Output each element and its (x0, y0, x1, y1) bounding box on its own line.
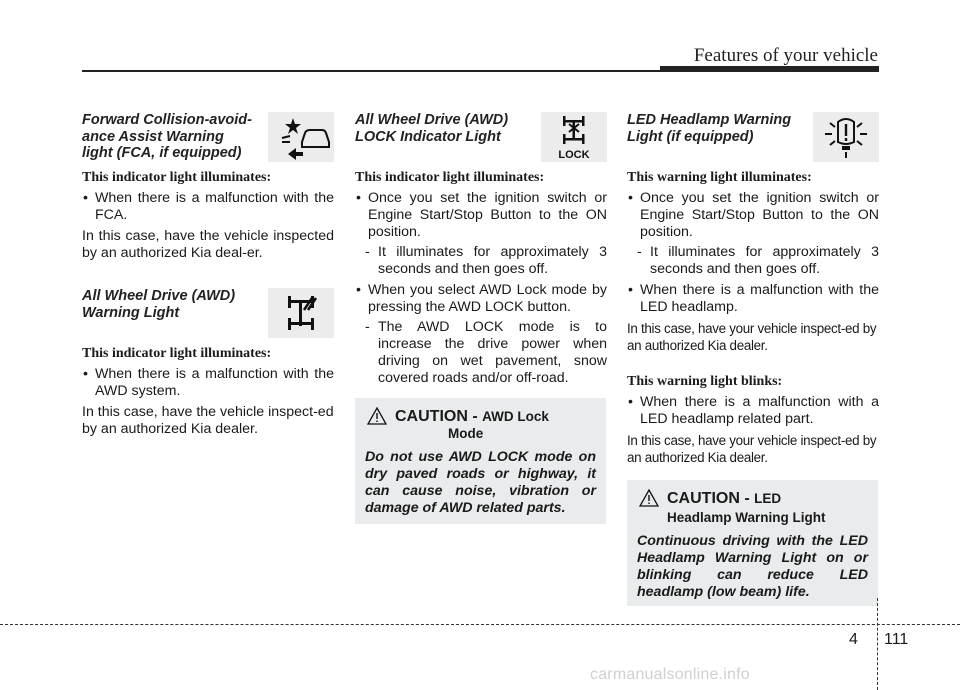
led-headlamp-para-1: In this case, have your vehicle inspect-ed by an authorized Kia dealer. (627, 321, 877, 353)
fca-section-heading (82, 112, 334, 162)
led-headlamp-sub-1: - It illuminates for approximately 3 seconds and then goes off. (637, 244, 879, 277)
led-caution-box (627, 480, 878, 606)
caution-label: CAUTION - (395, 408, 483, 425)
awd-warning-lead: This indicator light illuminates: (82, 346, 272, 361)
led-headlamp-lead-2: This warning light blinks: (627, 374, 783, 389)
fca-bullet: • When there is a malfunction with the FCA. (82, 190, 334, 224)
chapter-number: 4 (849, 631, 858, 648)
awd-lock-sub-1: - It illuminates for approximately 3 seconds and then goes off. (365, 244, 607, 277)
awd-warning-title: All Wheel Drive (AWD) Warning Light (82, 288, 236, 321)
caution-subject: LED (754, 491, 782, 506)
column-2 (355, 112, 607, 391)
led-headlamp-warning-icon (813, 112, 879, 162)
fca-title: Forward Collision-avoid- ance Assist Warning light (FCA, if equipped) (82, 112, 252, 161)
footer-divider (877, 598, 878, 690)
running-header: Features of your vehicle (693, 45, 878, 66)
awd-warning-para: In this case, have the vehicle inspect-ed by an authorized Kia dealer. (82, 404, 334, 437)
awd-lock-caution-text: Do not use AWD LOCK mode on dry paved roads or highway, it can cause noise, vibration or damage of AWD related parts. (365, 449, 596, 516)
awd-lock-caution-head (355, 398, 606, 441)
awd-lock-icon (541, 112, 607, 162)
header-rule-accent (660, 66, 879, 72)
awd-warning-bullet: • When there is a malfunction with the AWD system. (82, 366, 334, 400)
led-headlamp-lead: This warning light illuminates: (627, 170, 812, 185)
caution-subject: AWD Lock (482, 409, 549, 424)
watermark: carmanualsonline.info (590, 666, 750, 683)
warning-triangle-icon (639, 489, 659, 507)
caution-subject-line-2: Headlamp Warning Light (667, 510, 826, 525)
awd-lock-sub-2: - The AWD LOCK mode is to increase the drive power when driving on wet pavement, snow covered roads and/or off-road. (365, 319, 607, 386)
warning-triangle-icon (367, 407, 387, 425)
footer-rule (0, 624, 960, 625)
led-headlamp-para-2: In this case, have your vehicle inspect-ed by an authorized Kia dealer. (627, 433, 877, 465)
led-caution-text: Continuous driving with the LED Headlamp Warning Light on or blinking can reduce LED headlamp (low beam) life. (637, 533, 868, 600)
led-headlamp-bullet-2: • When there is a malfunction with the LED headlamp. (627, 282, 879, 316)
awd-warning-icon (268, 288, 334, 338)
awd-lock-heading (355, 112, 607, 162)
awd-lock-lead: This indicator light illuminates: (355, 170, 545, 185)
led-headlamp-bullet-3: • When there is a malfunction with a LED headlamp related part. (627, 394, 879, 428)
led-headlamp-bullet-1: • Once you set the ignition switch or Engine Start/Stop Button to the ON position. (627, 190, 879, 241)
awd-lock-title: All Wheel Drive (AWD) LOCK Indicator Light (355, 112, 509, 145)
fca-lead: This indicator light illuminates: (82, 170, 272, 185)
awd-lock-bullet-1: • Once you set the ignition switch or Engine Start/Stop Button to the ON position. (355, 190, 607, 241)
fca-para: In this case, have the vehicle inspected by an authorized Kia deal-er. (82, 228, 334, 261)
column-3 (627, 112, 879, 466)
led-headlamp-heading (627, 112, 879, 162)
lock-icon-label: LOCK (558, 149, 590, 161)
caution-subject-line-2: Mode (448, 426, 484, 441)
page-number: 111 (884, 631, 909, 648)
awd-lock-bullet-2: • When you select AWD Lock mode by pressing the AWD LOCK button. (355, 282, 607, 316)
column-1 (82, 112, 334, 438)
led-headlamp-title: LED Headlamp Warning Light (if equipped) (627, 112, 792, 145)
awd-warning-heading (82, 288, 334, 338)
awd-lock-caution-box (355, 398, 606, 524)
caution-label: CAUTION - (667, 490, 755, 507)
led-caution-head (627, 480, 878, 525)
fca-warning-icon (268, 112, 334, 162)
